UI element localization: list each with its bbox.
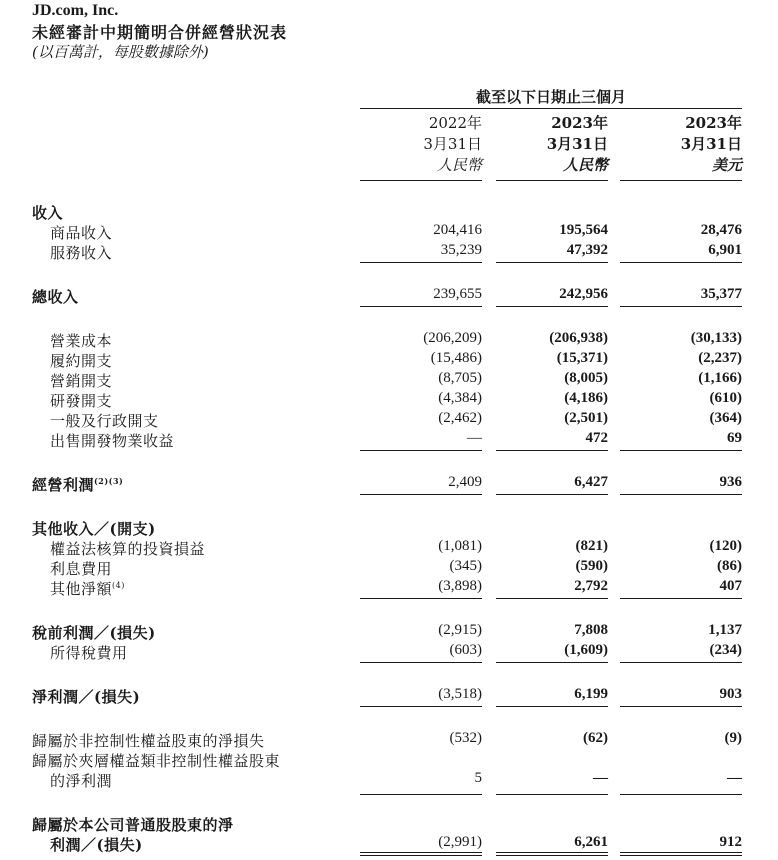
value-cell: (1,609) — [564, 642, 608, 658]
subtotal-rule — [620, 662, 742, 663]
row-label-text: 的淨利潤 — [50, 772, 113, 790]
value-cell: (1,166) — [698, 370, 742, 386]
row-label — [50, 538, 205, 559]
value-cell: (9) — [724, 730, 742, 746]
subtotal-rule — [360, 262, 482, 263]
row-label-text: 研發開支 — [50, 392, 113, 410]
column-header-rule — [620, 180, 742, 181]
value-cell: 239,655 — [433, 286, 482, 302]
row-label — [50, 642, 128, 663]
row-label — [32, 814, 234, 835]
row-label-text: 營銷開支 — [50, 372, 113, 390]
row-label — [32, 286, 79, 307]
row-label — [50, 770, 112, 791]
row-label — [32, 686, 140, 707]
value-cell: (3,898) — [438, 578, 482, 594]
value-cell: (30,133) — [690, 330, 742, 346]
value-cell: 2,409 — [448, 474, 482, 490]
row-label — [32, 518, 156, 539]
row-label — [32, 750, 280, 771]
row-label — [50, 390, 112, 411]
total-double-rule — [620, 852, 742, 856]
column-header-2023-usd — [681, 113, 742, 176]
row-label-text: 一般及行政開支 — [50, 412, 159, 430]
value-cell: (86) — [717, 558, 742, 574]
company-name: JD.com, Inc. — [32, 2, 119, 19]
row-label — [50, 558, 112, 579]
value-cell: 6,199 — [574, 686, 608, 702]
row-label-text: 歸屬於非控制性權益股東的淨損失 — [32, 732, 265, 750]
value-cell: 204,416 — [433, 222, 482, 238]
row-label-text: 收入 — [32, 204, 64, 222]
value-cell: (120) — [709, 538, 742, 554]
value-cell: 195,564 — [559, 222, 608, 238]
value-cell: 47,392 — [566, 242, 608, 258]
column-year: 2022年 — [428, 114, 482, 132]
column-header-2023-rmb — [547, 113, 608, 176]
value-cell: 903 — [719, 686, 742, 702]
value-cell: (590) — [575, 558, 608, 574]
value-cell: 69 — [727, 430, 742, 446]
column-currency: 人民幣 — [436, 156, 482, 174]
row-label — [50, 350, 112, 371]
value-cell: (821) — [575, 538, 608, 554]
column-header-rule — [360, 180, 482, 181]
column-date: 3月31日 — [423, 135, 482, 153]
column-header-2022-rmb — [423, 113, 482, 176]
row-label-text: 所得稅費用 — [50, 644, 128, 662]
value-cell: 472 — [585, 430, 608, 446]
subtotal-rule — [496, 662, 608, 663]
total-double-rule — [496, 852, 608, 856]
value-cell: — — [467, 430, 482, 446]
subtotal-rule — [620, 706, 742, 707]
column-date: 3月31日 — [680, 135, 742, 153]
value-cell: (8,705) — [438, 370, 482, 386]
subtotal-rule — [360, 706, 482, 707]
subtotal-rule — [360, 306, 482, 307]
row-label-text: 商品收入 — [50, 224, 113, 242]
row-label-text: 歸屬於本公司普通股股東的淨 — [32, 816, 234, 834]
value-cell: (15,486) — [430, 350, 482, 366]
subtotal-rule — [496, 306, 608, 307]
row-label-text: 服務收入 — [50, 244, 113, 262]
value-cell: (2,915) — [438, 622, 482, 638]
value-cell: 936 — [719, 474, 742, 490]
value-cell: 35,239 — [440, 242, 482, 258]
subtotal-rule — [496, 706, 608, 707]
subtotal-rule — [360, 662, 482, 663]
value-cell: (4,384) — [438, 390, 482, 406]
value-cell: (2,237) — [698, 350, 742, 366]
value-cell: (234) — [709, 642, 742, 658]
value-cell: 28,476 — [700, 222, 742, 238]
period-header-rule — [360, 108, 742, 109]
unit-note: (以百萬計，每股數據除外) — [32, 43, 209, 61]
subtotal-rule — [360, 450, 482, 451]
subtotal-rule — [620, 598, 742, 599]
value-cell: 912 — [719, 834, 742, 850]
value-cell: (4,186) — [564, 390, 608, 406]
subtotal-rule — [620, 262, 742, 263]
row-label — [50, 410, 159, 431]
value-cell: 1,137 — [708, 622, 742, 638]
value-cell: 6,901 — [708, 242, 742, 258]
value-cell: (2,462) — [438, 410, 482, 426]
row-label — [50, 330, 112, 351]
value-cell: (345) — [449, 558, 482, 574]
value-cell: 407 — [719, 578, 742, 594]
value-cell: 2,792 — [574, 578, 608, 594]
row-label — [32, 622, 156, 643]
row-label-text: 總收入 — [32, 288, 79, 306]
value-cell: 242,956 — [559, 286, 608, 302]
value-cell: 6,261 — [574, 834, 608, 850]
subtotal-rule — [620, 450, 742, 451]
value-cell: (15,371) — [556, 350, 608, 366]
row-label — [50, 222, 112, 243]
subtotal-rule — [360, 598, 482, 599]
value-cell: (2,501) — [564, 410, 608, 426]
subtotal-rule — [496, 450, 608, 451]
row-label-text: 履約開支 — [50, 352, 113, 370]
row-label-text: 出售開發物業收益 — [50, 432, 175, 450]
subtotal-rule — [620, 306, 742, 307]
subtotal-rule — [496, 598, 608, 599]
value-cell: 6,427 — [574, 474, 608, 490]
row-label — [32, 474, 123, 495]
row-label-text: 淨利潤／(損失) — [32, 688, 141, 706]
row-label — [50, 834, 143, 855]
value-cell: (532) — [449, 730, 482, 746]
row-label — [50, 430, 174, 451]
row-label-text: 其他淨額 — [50, 580, 113, 598]
footnote-ref: (2)(3) — [94, 476, 124, 486]
column-date: 3月31日 — [546, 135, 608, 153]
value-cell: (8,005) — [564, 370, 608, 386]
row-label — [32, 730, 265, 751]
row-label — [50, 578, 125, 599]
row-label — [50, 370, 112, 391]
value-cell: (603) — [449, 642, 482, 658]
column-currency: 美元 — [711, 156, 742, 174]
subtotal-rule — [360, 794, 482, 795]
subtotal-rule — [360, 494, 482, 495]
value-cell: (1,081) — [438, 538, 482, 554]
value-cell: (2,991) — [438, 834, 482, 850]
column-currency: 人民幣 — [562, 156, 608, 174]
footnote-ref: (4) — [112, 581, 125, 590]
value-cell: (206,209) — [423, 330, 482, 346]
subtotal-rule — [496, 794, 608, 795]
subtotal-rule — [496, 262, 608, 263]
value-cell: 7,808 — [574, 622, 608, 638]
column-year: 2023年 — [685, 114, 742, 132]
subtotal-rule — [620, 494, 742, 495]
value-cell: (206,938) — [549, 330, 608, 346]
subtotal-rule — [620, 794, 742, 795]
value-cell: 35,377 — [700, 286, 742, 302]
column-header-rule — [496, 180, 608, 181]
row-label-text: 營業成本 — [50, 332, 113, 350]
value-cell: (610) — [709, 390, 742, 406]
value-cell: 5 — [474, 770, 482, 786]
row-label-text: 利息費用 — [50, 560, 113, 578]
total-double-rule — [360, 852, 482, 856]
row-label-text: 經營利潤 — [32, 476, 95, 494]
row-label-text: 稅前利潤／(損失) — [32, 624, 156, 642]
period-header: 截至以下日期止三個月 — [475, 88, 626, 106]
row-label — [50, 242, 112, 263]
value-cell: (62) — [583, 730, 608, 746]
subtotal-rule — [496, 494, 608, 495]
row-label-text: 權益法核算的投資損益 — [50, 540, 206, 558]
row-label-text: 歸屬於夾層權益類非控制性權益股東 — [32, 752, 281, 770]
value-cell: — — [727, 770, 742, 786]
column-year: 2023年 — [551, 114, 608, 132]
value-cell: (3,518) — [438, 686, 482, 702]
value-cell: — — [593, 770, 608, 786]
row-label-text: 利潤／(損失) — [50, 836, 143, 854]
statement-title: 未經審計中期簡明合併經營狀況表 — [32, 23, 288, 42]
row-label — [32, 202, 63, 223]
row-label-text: 其他收入／(開支) — [32, 520, 156, 538]
value-cell: (364) — [709, 410, 742, 426]
